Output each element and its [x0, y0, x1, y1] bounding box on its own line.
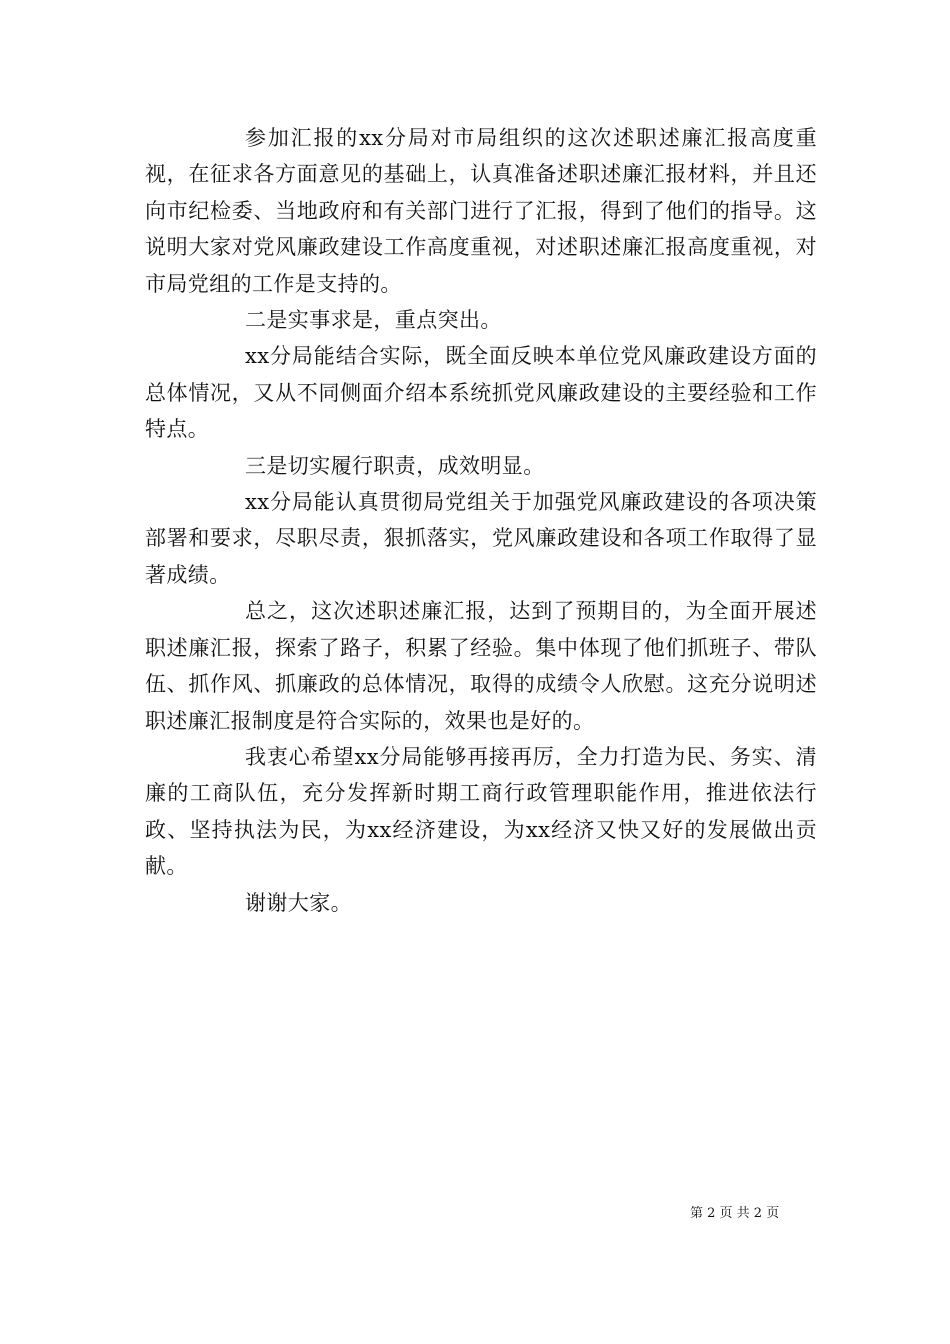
paragraph-4: 三是切实履行职责，成效明显。: [245, 453, 545, 478]
paragraph-3: xx分局能结合实际，既全面反映本单位党风廉政建设方面的总体情况，又从不同侧面介绍本系统抓党风廉政建设的主要经验和工作特点。: [145, 344, 817, 442]
document-body: [145, 120, 817, 921]
paragraph-6: 总之，这次述职述廉汇报，达到了预期目的，为全面开展述职述廉汇报，探索了路子，积累了经验。集中体现了他们抓班子、带队伍、抓作风、抓廉政的总体情况，取得的成绩令人欣慰。这充分说明述职述廉汇报制度是符合实际的，效果也是好的。: [145, 599, 817, 733]
paragraph-5: xx分局能认真贯彻局党组关于加强党风廉政建设的各项决策部署和要求，尽职尽责，狠抓落实，党风廉政建设和各项工作取得了显著成绩。: [145, 490, 817, 587]
page-number-footer: 第 2 页 共 2 页: [690, 1206, 780, 1221]
paragraph-1: 参加汇报的xx分局对市局组织的这次述职述廉汇报高度重视，在征求各方面意见的基础上，认真准备述职述廉汇报材料，并且还向市纪检委、当地政府和有关部门进行了汇报，得到了他们的指导。这说明大家对党风廉政建设工作高度重视，对述职述廉汇报高度重视，对市局党组的工作是支持的。: [145, 126, 817, 296]
paragraph-8: 谢谢大家。: [245, 890, 352, 915]
paragraph-2: 二是实事求是，重点突出。: [245, 308, 502, 333]
paragraph-7: 我衷心希望xx分局能够再接再厉，全力打造为民、务实、清廉的工商队伍，充分发挥新时期工商行政管理职能作用，推进依法行政、坚持执法为民，为xx经济建设，为xx经济又快又好的发展做出贡献。: [145, 744, 817, 879]
